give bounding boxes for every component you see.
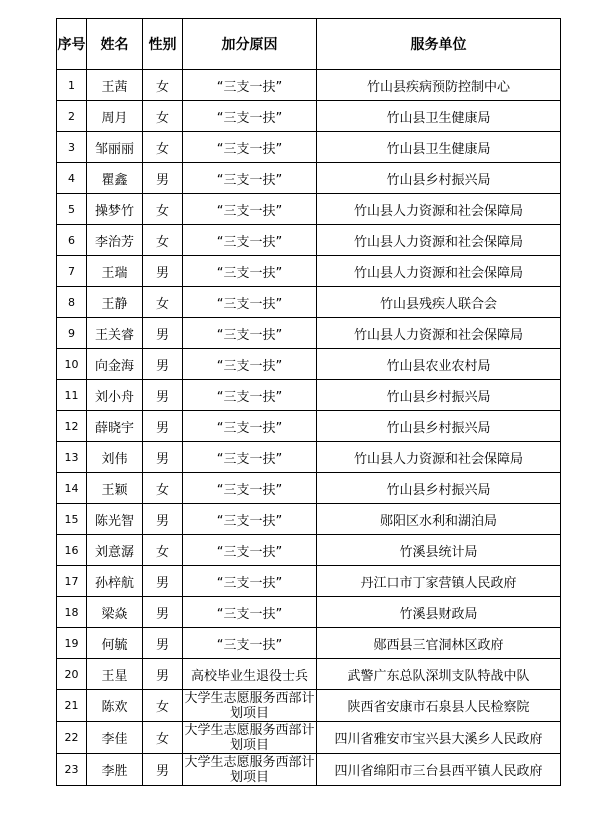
cell-unit: 竹山县乡村振兴局 [317, 163, 561, 194]
table-row [57, 380, 561, 411]
table-row [57, 473, 561, 504]
cell-unit: 竹山县人力资源和社会保障局 [317, 225, 561, 256]
cell-gender: 男 [143, 411, 183, 442]
table-row [57, 411, 561, 442]
cell-name: 李治芳 [87, 225, 143, 256]
cell-unit: 竹山县乡村振兴局 [317, 473, 561, 504]
cell-name: 陈光智 [87, 504, 143, 535]
cell-reason: 大学生志愿服务西部计划项目 [184, 754, 315, 785]
cell-index: 20 [57, 659, 87, 690]
cell-index: 7 [57, 256, 87, 287]
cell-gender: 男 [143, 504, 183, 535]
cell-reason: “三支一扶” [183, 628, 317, 659]
cell-index: 8 [57, 287, 87, 318]
table-row [57, 163, 561, 194]
cell-index: 18 [57, 597, 87, 628]
cell-name: 周月 [87, 101, 143, 132]
table-row [57, 287, 561, 318]
cell-gender: 女 [143, 225, 183, 256]
cell-name: 梁焱 [87, 597, 143, 628]
cell-reason: “三支一扶” [183, 349, 317, 380]
table-body [57, 70, 561, 786]
cell-unit: 竹山县乡村振兴局 [317, 380, 561, 411]
cell-name: 邹丽丽 [87, 132, 143, 163]
cell-unit: 郧阳区水利和湖泊局 [317, 504, 561, 535]
cell-name: 刘意潺 [87, 535, 143, 566]
cell-name: 王关睿 [87, 318, 143, 349]
cell-gender: 男 [143, 256, 183, 287]
cell-index: 15 [57, 504, 87, 535]
header-gender: 性别 [143, 19, 183, 70]
cell-name: 王静 [87, 287, 143, 318]
cell-gender: 女 [143, 70, 183, 101]
cell-unit: 竹山县残疾人联合会 [317, 287, 561, 318]
cell-unit: 郧西县三官洞林区政府 [317, 628, 561, 659]
cell-unit: 竹山县人力资源和社会保障局 [317, 318, 561, 349]
table-row [57, 566, 561, 597]
cell-unit: 四川省绵阳市三台县西平镇人民政府 [317, 754, 561, 786]
header-index: 序号 [57, 19, 87, 70]
cell-reason: “三支一扶” [183, 473, 317, 504]
table-row [57, 504, 561, 535]
cell-name: 向金海 [87, 349, 143, 380]
table-row [57, 349, 561, 380]
cell-index: 10 [57, 349, 87, 380]
cell-index: 6 [57, 225, 87, 256]
cell-gender: 女 [143, 287, 183, 318]
cell-reason: “三支一扶” [183, 442, 317, 473]
cell-gender: 男 [143, 318, 183, 349]
table-row [57, 256, 561, 287]
cell-index: 4 [57, 163, 87, 194]
cell-unit: 竹山县人力资源和社会保障局 [317, 256, 561, 287]
cell-name: 薛晓宇 [87, 411, 143, 442]
cell-unit: 竹山县人力资源和社会保障局 [317, 194, 561, 225]
cell-unit: 竹山县卫生健康局 [317, 101, 561, 132]
cell-index: 19 [57, 628, 87, 659]
table-row [57, 754, 561, 786]
table-row [57, 225, 561, 256]
cell-unit: 竹山县乡村振兴局 [317, 411, 561, 442]
cell-unit: 竹山县农业农村局 [317, 349, 561, 380]
cell-gender: 男 [143, 628, 183, 659]
cell-reason: “三支一扶” [183, 597, 317, 628]
table-row [57, 194, 561, 225]
cell-reason: 大学生志愿服务西部计划项目 [184, 690, 315, 721]
cell-unit: 武警广东总队深圳支队特战中队 [317, 659, 561, 690]
cell-gender: 女 [143, 473, 183, 504]
cell-name: 刘伟 [87, 442, 143, 473]
cell-reason: “三支一扶” [183, 225, 317, 256]
cell-unit: 竹山县卫生健康局 [317, 132, 561, 163]
cell-gender: 男 [143, 597, 183, 628]
cell-reason: 大学生志愿服务西部计划项目 [184, 722, 315, 753]
cell-index: 2 [57, 101, 87, 132]
cell-reason: “三支一扶” [183, 70, 317, 101]
cell-name: 刘小舟 [87, 380, 143, 411]
header-name: 姓名 [87, 19, 143, 70]
cell-unit: 竹溪县统计局 [317, 535, 561, 566]
cell-index: 12 [57, 411, 87, 442]
cell-name: 李胜 [87, 754, 143, 786]
cell-index: 21 [57, 690, 87, 722]
cell-name: 王茜 [87, 70, 143, 101]
cell-unit: 竹山县人力资源和社会保障局 [317, 442, 561, 473]
cell-reason: “三支一扶” [183, 163, 317, 194]
table-row [57, 132, 561, 163]
cell-gender: 女 [143, 722, 183, 754]
cell-gender: 男 [143, 659, 183, 690]
table-row [57, 659, 561, 690]
cell-reason: “三支一扶” [183, 535, 317, 566]
cell-index: 16 [57, 535, 87, 566]
cell-reason: “三支一扶” [183, 411, 317, 442]
cell-gender: 男 [143, 754, 183, 786]
table-row [57, 535, 561, 566]
table-row [57, 690, 561, 722]
cell-index: 22 [57, 722, 87, 754]
table-row [57, 628, 561, 659]
bonus-points-table [56, 18, 561, 786]
cell-name: 孙梓航 [87, 566, 143, 597]
cell-reason: “三支一扶” [183, 380, 317, 411]
cell-index: 14 [57, 473, 87, 504]
cell-gender: 男 [143, 566, 183, 597]
cell-gender: 男 [143, 380, 183, 411]
cell-gender: 男 [143, 442, 183, 473]
cell-index: 3 [57, 132, 87, 163]
cell-gender: 女 [143, 194, 183, 225]
cell-reason: “三支一扶” [183, 504, 317, 535]
cell-name: 李佳 [87, 722, 143, 754]
header-unit: 服务单位 [317, 19, 561, 70]
cell-gender: 女 [143, 690, 183, 722]
cell-name: 陈欢 [87, 690, 143, 722]
cell-gender: 女 [143, 132, 183, 163]
header-reason: 加分原因 [183, 19, 317, 70]
cell-gender: 女 [143, 101, 183, 132]
cell-reason: “三支一扶” [183, 101, 317, 132]
cell-index: 13 [57, 442, 87, 473]
cell-name: 何毓 [87, 628, 143, 659]
table-header-row [57, 19, 561, 70]
table-row [57, 442, 561, 473]
cell-name: 操梦竹 [87, 194, 143, 225]
cell-unit: 竹山县疾病预防控制中心 [317, 70, 561, 101]
cell-gender: 男 [143, 349, 183, 380]
cell-name: 瞿鑫 [87, 163, 143, 194]
cell-name: 王瑞 [87, 256, 143, 287]
cell-gender: 女 [143, 535, 183, 566]
table-row [57, 597, 561, 628]
table-row [57, 722, 561, 754]
cell-name: 王颖 [87, 473, 143, 504]
cell-name: 王星 [87, 659, 143, 690]
cell-unit: 丹江口市丁家营镇人民政府 [317, 566, 561, 597]
cell-reason: “三支一扶” [183, 194, 317, 225]
cell-unit: 陕西省安康市石泉县人民检察院 [317, 690, 561, 722]
cell-reason: 高校毕业生退役士兵 [183, 659, 317, 690]
cell-unit: 竹溪县财政局 [317, 597, 561, 628]
cell-reason: “三支一扶” [183, 256, 317, 287]
cell-index: 17 [57, 566, 87, 597]
cell-index: 5 [57, 194, 87, 225]
table-row [57, 101, 561, 132]
cell-index: 23 [57, 754, 87, 786]
cell-reason: “三支一扶” [183, 287, 317, 318]
cell-reason: “三支一扶” [183, 566, 317, 597]
cell-reason: “三支一扶” [183, 132, 317, 163]
cell-index: 11 [57, 380, 87, 411]
cell-index: 9 [57, 318, 87, 349]
cell-index: 1 [57, 70, 87, 101]
cell-reason: “三支一扶” [183, 318, 317, 349]
cell-unit: 四川省雅安市宝兴县大溪乡人民政府 [317, 722, 561, 754]
table-row [57, 318, 561, 349]
cell-gender: 男 [143, 163, 183, 194]
table-row [57, 70, 561, 101]
